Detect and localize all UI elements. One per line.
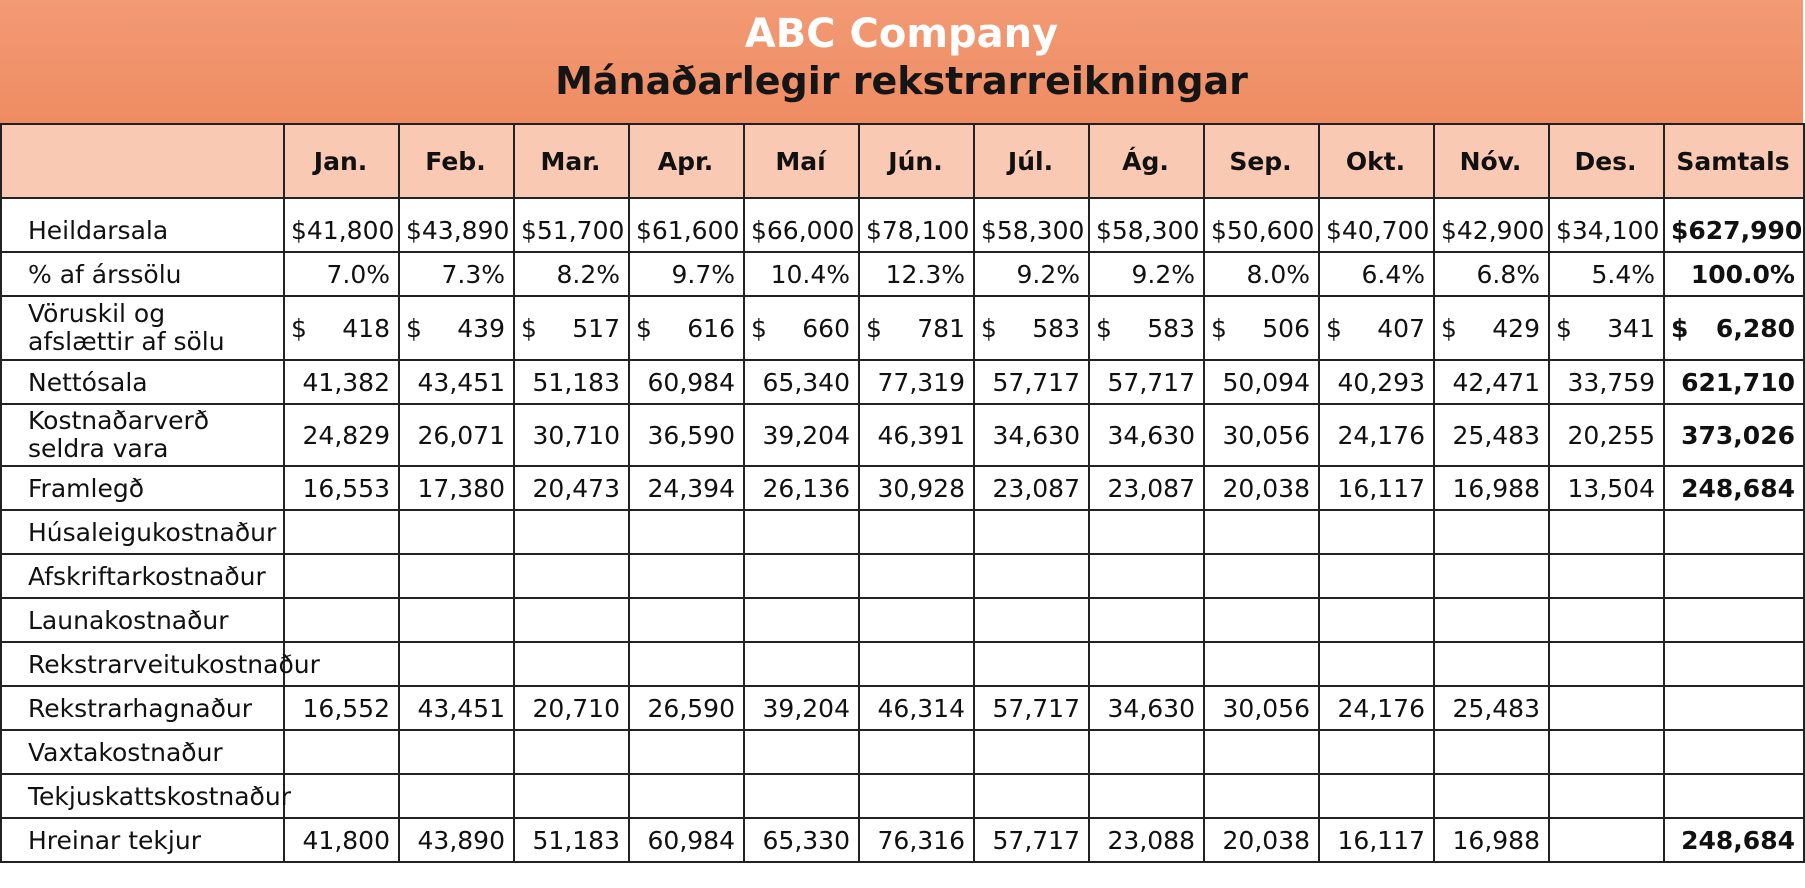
value-cell[interactable]: 43,451 <box>399 360 514 404</box>
value-cell[interactable]: 24,176 <box>1319 686 1434 730</box>
value-cell[interactable]: 8.2% <box>514 252 629 296</box>
value-cell[interactable] <box>1434 598 1549 642</box>
month-header: Jún. <box>859 124 974 198</box>
month-header: Des. <box>1549 124 1664 198</box>
value-cell[interactable] <box>1204 554 1319 598</box>
value-cell[interactable] <box>514 296 629 360</box>
value-cell[interactable]: $61,600 <box>629 198 744 252</box>
row-label: Framlegð <box>1 466 284 510</box>
value-cell[interactable]: $42,900 <box>1434 198 1549 252</box>
value-cell[interactable]: 16,552 <box>284 686 399 730</box>
currency-symbol: $ <box>1441 313 1457 343</box>
currency-cell-content <box>1096 314 1195 343</box>
value-cell[interactable] <box>974 642 1089 686</box>
value-cell[interactable]: $58,300 <box>974 198 1089 252</box>
value-cell[interactable] <box>399 554 514 598</box>
table-row <box>1 642 1804 686</box>
value-cell[interactable]: $40,700 <box>1319 198 1434 252</box>
value-cell[interactable]: $50,600 <box>1204 198 1319 252</box>
value-cell[interactable] <box>859 554 974 598</box>
currency-cell-content <box>751 314 850 343</box>
value-cell[interactable]: $58,300 <box>1089 198 1204 252</box>
value-cell[interactable] <box>284 774 399 818</box>
table-row <box>1 466 1804 510</box>
value-cell[interactable] <box>744 554 859 598</box>
value-cell[interactable] <box>514 774 629 818</box>
value-cell[interactable] <box>399 296 514 360</box>
currency-symbol: $ <box>1326 313 1342 343</box>
value-cell[interactable] <box>1549 598 1664 642</box>
value-cell[interactable] <box>284 554 399 598</box>
row-label: Rekstrarhagnaður <box>1 686 284 730</box>
value-cell[interactable]: 41,800 <box>284 818 399 862</box>
row-label: Húsaleigukostnaður <box>1 510 284 554</box>
value-cell[interactable]: 16,988 <box>1434 818 1549 862</box>
value-cell[interactable] <box>744 774 859 818</box>
value-cell[interactable]: 30,928 <box>859 466 974 510</box>
value-cell[interactable] <box>514 642 629 686</box>
table-row <box>1 360 1804 404</box>
value-cell[interactable] <box>859 774 974 818</box>
currency-cell-content <box>1441 314 1540 343</box>
currency-symbol: $ <box>521 313 537 343</box>
value-cell[interactable] <box>514 598 629 642</box>
monthly-statement-table <box>0 123 1805 863</box>
value-cell[interactable]: 57,717 <box>974 686 1089 730</box>
value-cell[interactable] <box>974 554 1089 598</box>
value-cell[interactable]: $41,800 <box>284 198 399 252</box>
value-cell[interactable]: 16,988 <box>1434 466 1549 510</box>
value-cell[interactable]: 20,710 <box>514 686 629 730</box>
month-header: Feb. <box>399 124 514 198</box>
row-label: % af árssölu <box>1 252 284 296</box>
row-label: Nettósala <box>1 360 284 404</box>
value-cell[interactable] <box>744 730 859 774</box>
value-cell[interactable]: 13,504 <box>1549 466 1664 510</box>
company-name: ABC Company <box>744 11 1059 57</box>
currency-symbol: $ <box>1556 313 1572 343</box>
value-cell[interactable] <box>629 554 744 598</box>
value-cell[interactable] <box>1549 774 1664 818</box>
value-cell[interactable] <box>974 730 1089 774</box>
currency-symbol: $ <box>1211 313 1227 343</box>
value-cell[interactable] <box>1089 296 1204 360</box>
row-label: Launakostnaður <box>1 598 284 642</box>
table-row <box>1 598 1804 642</box>
month-header: Júl. <box>974 124 1089 198</box>
total-cell[interactable]: 621,710 <box>1664 360 1804 404</box>
value-cell[interactable] <box>629 296 744 360</box>
value-cell[interactable]: 43,890 <box>399 818 514 862</box>
value-cell[interactable]: 41,382 <box>284 360 399 404</box>
value-cell[interactable]: 7.0% <box>284 252 399 296</box>
amount: 506 <box>1262 313 1310 343</box>
value-cell[interactable] <box>1319 598 1434 642</box>
value-cell[interactable]: $66,000 <box>744 198 859 252</box>
month-header: Ág. <box>1089 124 1204 198</box>
table-row <box>1 404 1804 466</box>
value-cell[interactable]: 20,038 <box>1204 466 1319 510</box>
value-cell[interactable] <box>399 598 514 642</box>
value-cell[interactable] <box>1434 510 1549 554</box>
value-cell[interactable] <box>1319 296 1434 360</box>
currency-symbol: $ <box>751 313 767 343</box>
value-cell[interactable] <box>859 730 974 774</box>
value-cell[interactable] <box>1549 510 1664 554</box>
value-cell[interactable] <box>1549 818 1664 862</box>
amount: 660 <box>802 313 850 343</box>
value-cell[interactable] <box>284 510 399 554</box>
month-header: Maí <box>744 124 859 198</box>
currency-symbol: $ <box>406 313 422 343</box>
header-row <box>1 124 1804 198</box>
value-cell[interactable]: 20,255 <box>1549 404 1664 466</box>
month-header: Mar. <box>514 124 629 198</box>
amount: 439 <box>457 313 505 343</box>
value-cell[interactable]: 65,340 <box>744 360 859 404</box>
value-cell[interactable] <box>859 296 974 360</box>
value-cell[interactable]: 30,056 <box>1204 686 1319 730</box>
value-cell[interactable]: 23,087 <box>974 466 1089 510</box>
total-cell[interactable]: $627,990 <box>1664 198 1804 252</box>
month-header: Nóv. <box>1434 124 1549 198</box>
value-cell[interactable] <box>1089 510 1204 554</box>
value-cell[interactable] <box>1204 510 1319 554</box>
value-cell[interactable] <box>1319 730 1434 774</box>
header-corner-cell <box>1 124 284 198</box>
table-row <box>1 554 1804 598</box>
value-cell[interactable] <box>1204 598 1319 642</box>
value-cell[interactable]: 6.4% <box>1319 252 1434 296</box>
table-row <box>1 296 1804 360</box>
value-cell[interactable] <box>1089 774 1204 818</box>
row-label: Tekjuskattskostnaður <box>1 774 284 818</box>
currency-cell-content <box>406 314 505 343</box>
value-cell[interactable]: 36,590 <box>629 404 744 466</box>
month-header: Sep. <box>1204 124 1319 198</box>
value-cell[interactable]: 39,204 <box>744 404 859 466</box>
total-cell[interactable] <box>1664 686 1804 730</box>
value-cell[interactable] <box>399 730 514 774</box>
total-cell[interactable]: 248,684 <box>1664 818 1804 862</box>
currency-cell-content <box>1211 314 1310 343</box>
value-cell[interactable]: $43,890 <box>399 198 514 252</box>
value-cell[interactable] <box>1089 642 1204 686</box>
value-cell[interactable] <box>1089 598 1204 642</box>
amount: 6,280 <box>1715 313 1795 343</box>
value-cell[interactable] <box>1319 510 1434 554</box>
table-row <box>1 198 1804 252</box>
value-cell[interactable]: 25,483 <box>1434 686 1549 730</box>
value-cell[interactable]: 76,316 <box>859 818 974 862</box>
value-cell[interactable]: 42,471 <box>1434 360 1549 404</box>
value-cell[interactable] <box>1204 730 1319 774</box>
title-band <box>0 0 1803 123</box>
currency-cell-content <box>1326 314 1425 343</box>
amount: 781 <box>917 313 965 343</box>
value-cell[interactable] <box>1434 296 1549 360</box>
currency-cell-content <box>866 314 965 343</box>
currency-symbol: $ <box>1096 313 1112 343</box>
value-cell[interactable]: 34,630 <box>1089 404 1204 466</box>
value-cell[interactable]: 46,314 <box>859 686 974 730</box>
value-cell[interactable]: 24,829 <box>284 404 399 466</box>
total-header: Samtals <box>1664 124 1804 198</box>
value-cell[interactable]: 51,183 <box>514 360 629 404</box>
value-cell[interactable] <box>744 510 859 554</box>
currency-cell-content <box>521 314 620 343</box>
value-cell[interactable]: 51,183 <box>514 818 629 862</box>
value-cell[interactable] <box>1319 642 1434 686</box>
table-row <box>1 818 1804 862</box>
total-cell[interactable] <box>1664 730 1804 774</box>
row-label: Heildarsala <box>1 198 284 252</box>
value-cell[interactable] <box>744 296 859 360</box>
value-cell[interactable]: 26,590 <box>629 686 744 730</box>
value-cell[interactable] <box>974 598 1089 642</box>
value-cell[interactable]: 12.3% <box>859 252 974 296</box>
table-row <box>1 774 1804 818</box>
month-header: Apr. <box>629 124 744 198</box>
value-cell[interactable]: 9.7% <box>629 252 744 296</box>
value-cell[interactable] <box>1549 686 1664 730</box>
value-cell[interactable] <box>514 510 629 554</box>
value-cell[interactable]: 9.2% <box>1089 252 1204 296</box>
value-cell[interactable] <box>284 296 399 360</box>
value-cell[interactable]: 23,088 <box>1089 818 1204 862</box>
value-cell[interactable] <box>399 510 514 554</box>
value-cell[interactable] <box>974 296 1089 360</box>
value-cell[interactable] <box>1549 730 1664 774</box>
total-cell[interactable] <box>1664 510 1804 554</box>
currency-symbol: $ <box>866 313 882 343</box>
value-cell[interactable]: 16,117 <box>1319 466 1434 510</box>
value-cell[interactable]: 20,473 <box>514 466 629 510</box>
amount: 616 <box>687 313 735 343</box>
value-cell[interactable] <box>1204 642 1319 686</box>
value-cell[interactable] <box>514 554 629 598</box>
value-cell[interactable] <box>284 598 399 642</box>
value-cell[interactable] <box>974 774 1089 818</box>
currency-symbol: $ <box>981 313 997 343</box>
table-row <box>1 510 1804 554</box>
value-cell[interactable] <box>1089 554 1204 598</box>
value-cell[interactable]: 50,094 <box>1204 360 1319 404</box>
value-cell[interactable]: 77,319 <box>859 360 974 404</box>
currency-cell-content <box>636 314 735 343</box>
amount: 517 <box>572 313 620 343</box>
month-header: Okt. <box>1319 124 1434 198</box>
total-cell[interactable] <box>1664 296 1804 360</box>
value-cell[interactable] <box>1549 554 1664 598</box>
amount: 583 <box>1032 313 1080 343</box>
value-cell[interactable]: $51,700 <box>514 198 629 252</box>
value-cell[interactable] <box>629 642 744 686</box>
value-cell[interactable]: 30,056 <box>1204 404 1319 466</box>
amount: 418 <box>342 313 390 343</box>
value-cell[interactable] <box>629 510 744 554</box>
total-cell[interactable] <box>1664 598 1804 642</box>
value-cell[interactable]: 10.4% <box>744 252 859 296</box>
table-row <box>1 730 1804 774</box>
currency-cell-content <box>291 314 390 343</box>
value-cell[interactable] <box>399 774 514 818</box>
value-cell[interactable] <box>1549 296 1664 360</box>
amount: 429 <box>1492 313 1540 343</box>
total-cell[interactable] <box>1664 554 1804 598</box>
value-cell[interactable]: 17,380 <box>399 466 514 510</box>
value-cell[interactable]: 34,630 <box>1089 686 1204 730</box>
currency-cell-content <box>1556 314 1655 343</box>
value-cell[interactable] <box>859 510 974 554</box>
value-cell[interactable] <box>1319 554 1434 598</box>
value-cell[interactable] <box>1204 296 1319 360</box>
currency-cell-content <box>1671 314 1795 343</box>
value-cell[interactable]: 9.2% <box>974 252 1089 296</box>
value-cell[interactable] <box>1089 730 1204 774</box>
value-cell[interactable] <box>1319 774 1434 818</box>
row-label: Kostnaðarverð seldra vara <box>1 404 284 466</box>
value-cell[interactable] <box>1434 554 1549 598</box>
value-cell[interactable] <box>859 642 974 686</box>
value-cell[interactable]: 46,391 <box>859 404 974 466</box>
value-cell[interactable] <box>1434 774 1549 818</box>
value-cell[interactable]: 26,071 <box>399 404 514 466</box>
value-cell[interactable] <box>629 730 744 774</box>
row-label: Vaxtakostnaður <box>1 730 284 774</box>
total-cell[interactable]: 373,026 <box>1664 404 1804 466</box>
value-cell[interactable] <box>284 730 399 774</box>
total-cell[interactable] <box>1664 774 1804 818</box>
value-cell[interactable]: 30,710 <box>514 404 629 466</box>
currency-cell-content <box>981 314 1080 343</box>
value-cell[interactable] <box>514 730 629 774</box>
value-cell[interactable]: 60,984 <box>629 360 744 404</box>
amount: 341 <box>1607 313 1655 343</box>
value-cell[interactable]: 57,717 <box>1089 360 1204 404</box>
value-cell[interactable]: 33,759 <box>1549 360 1664 404</box>
currency-symbol: $ <box>636 313 652 343</box>
row-label: Hreinar tekjur <box>1 818 284 862</box>
row-label: Afskriftarkostnaður <box>1 554 284 598</box>
value-cell[interactable]: 5.4% <box>1549 252 1664 296</box>
value-cell[interactable]: 20,038 <box>1204 818 1319 862</box>
value-cell[interactable] <box>1549 642 1664 686</box>
currency-symbol: $ <box>291 313 307 343</box>
table-row <box>1 686 1804 730</box>
value-cell[interactable]: 24,176 <box>1319 404 1434 466</box>
table-row <box>1 252 1804 296</box>
value-cell[interactable]: 60,984 <box>629 818 744 862</box>
value-cell[interactable]: 6.8% <box>1434 252 1549 296</box>
value-cell[interactable]: 39,204 <box>744 686 859 730</box>
amount: 583 <box>1147 313 1195 343</box>
total-cell[interactable] <box>1664 642 1804 686</box>
total-cell[interactable]: 248,684 <box>1664 466 1804 510</box>
value-cell[interactable]: 24,394 <box>629 466 744 510</box>
value-cell[interactable]: 34,630 <box>974 404 1089 466</box>
value-cell[interactable]: 7.3% <box>399 252 514 296</box>
value-cell[interactable]: 43,451 <box>399 686 514 730</box>
value-cell[interactable] <box>1434 730 1549 774</box>
value-cell[interactable]: 40,293 <box>1319 360 1434 404</box>
value-cell[interactable]: 65,330 <box>744 818 859 862</box>
value-cell[interactable]: 25,483 <box>1434 404 1549 466</box>
value-cell[interactable]: 57,717 <box>974 818 1089 862</box>
sheet-subtitle: Mánaðarlegir rekstrarreikningar <box>555 59 1248 103</box>
value-cell[interactable] <box>859 598 974 642</box>
table-body <box>1 198 1804 862</box>
value-cell[interactable]: $78,100 <box>859 198 974 252</box>
value-cell[interactable] <box>629 598 744 642</box>
value-cell[interactable] <box>744 642 859 686</box>
amount: 407 <box>1377 313 1425 343</box>
value-cell[interactable] <box>1434 642 1549 686</box>
row-label: Vöruskil og afslættir af sölu <box>1 296 284 360</box>
value-cell[interactable] <box>744 598 859 642</box>
value-cell[interactable] <box>399 642 514 686</box>
value-cell[interactable]: 23,087 <box>1089 466 1204 510</box>
value-cell[interactable]: 16,553 <box>284 466 399 510</box>
currency-symbol: $ <box>1671 313 1689 343</box>
value-cell[interactable] <box>1204 774 1319 818</box>
value-cell[interactable] <box>974 510 1089 554</box>
value-cell[interactable]: $34,100 <box>1549 198 1664 252</box>
total-cell[interactable]: 100.0% <box>1664 252 1804 296</box>
value-cell[interactable]: 8.0% <box>1204 252 1319 296</box>
row-label: Rekstrarveitukostnaður <box>1 642 284 686</box>
value-cell[interactable]: 26,136 <box>744 466 859 510</box>
value-cell[interactable]: 16,117 <box>1319 818 1434 862</box>
value-cell[interactable]: 57,717 <box>974 360 1089 404</box>
value-cell[interactable] <box>629 774 744 818</box>
month-header: Jan. <box>284 124 399 198</box>
